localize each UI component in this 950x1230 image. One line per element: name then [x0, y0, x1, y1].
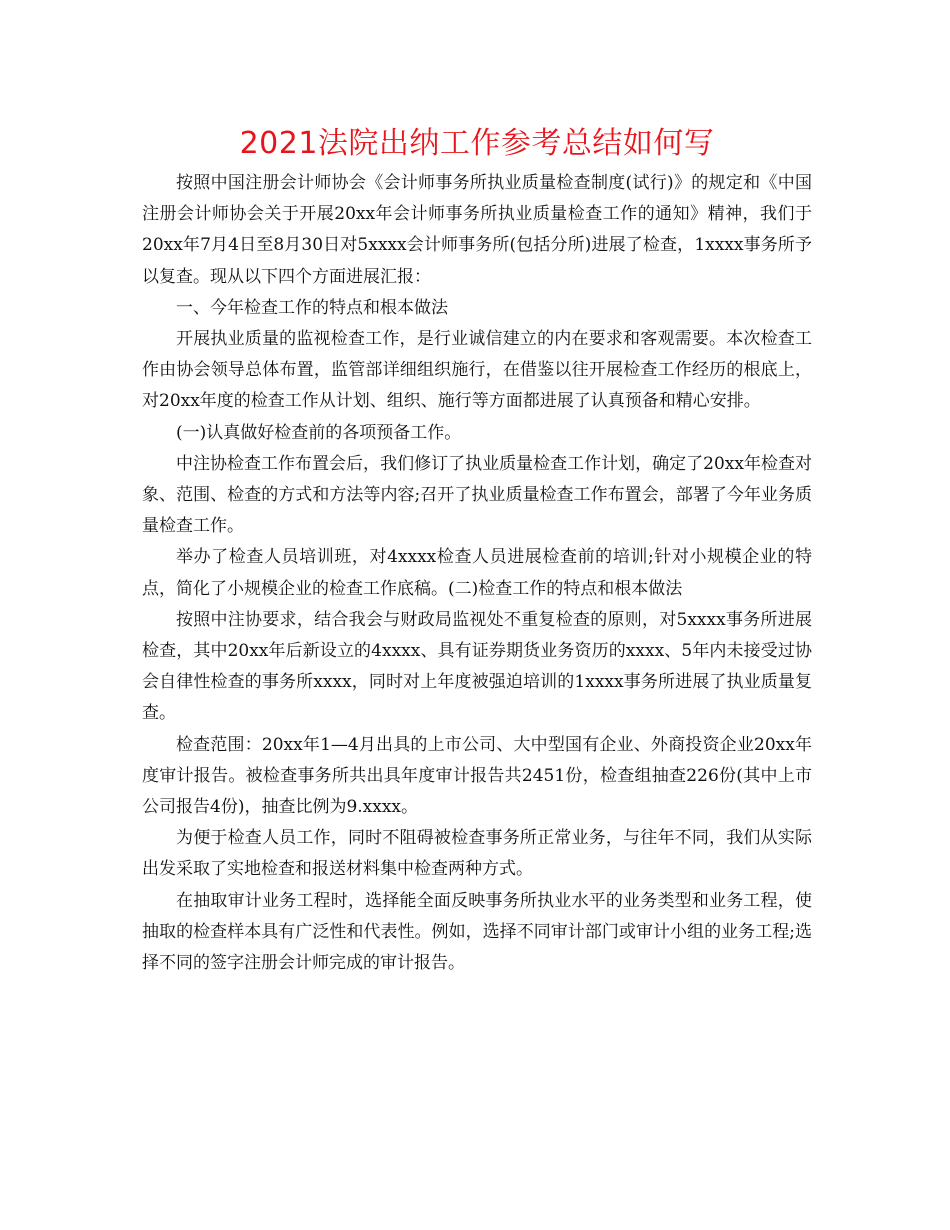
paragraph: 开展执业质量的监视检查工作，是行业诚信建立的内在要求和客观需要。本次检查工作由协会领导总体布置，监管部详细组织施行，在借鉴以往开展检查工作经历的根底上，对20xx年度的检查工作从计划、组织、施行等方面都进展了认真预备和精心安排。 [142, 329, 812, 412]
document-body [142, 168, 812, 979]
paragraph: 按照中国注册会计师协会《会计师事务所执业质量检查制度(试行)》的规定和《中国注册会计师协会关于开展20xx年会计师事务所执业质量检查工作的通知》精神，我们于20xx年7月4日至8月30日对5xxxx会计师事务所(包括分所)进展了检查，1xxxx事务所予以复查。现从以下四个方面进展汇报： [142, 173, 812, 287]
paragraph: 检查范围：20xx年1—4月出具的上市公司、大中型国有企业、外商投资企业20xx年度审计报告。被检查事务所共出具年度审计报告共2451份，检查组抽查226份(其中上市公司报告4份)，抽查比例为9.xxxx。 [142, 734, 812, 818]
paragraph: 按照中注协要求，结合我会与财政局监视处不重复检查的原则，对5xxxx事务所进展检查，其中20xx年后新设立的4xxxx、具有证券期货业务资历的xxxx、5年内未接受过协会自律性检查的事务所xxxx，同时对上年度被强迫培训的1xxxx事务所进展了执业质量复查。 [142, 609, 812, 724]
section-heading: 一、今年检查工作的特点和根本做法 [176, 297, 448, 318]
document-title: 2021法院出纳工作参考总结如何写 [239, 126, 715, 161]
paragraph: 为便于检查人员工作，同时不阻碍被检查事务所正常业务，与往年不同，我们从实际出发采取了实地检查和报送材料集中检查两种方式。 [142, 828, 812, 880]
document-page [142, 120, 812, 979]
paragraph: 中注协检查工作布置会后，我们修订了执业质量检查工作计划，确定了20xx年检查对象、范围、检查的方式和方法等内容;召开了执业质量检查工作布置会，部署了今年业务质量检查工作。 [142, 453, 812, 537]
paragraph: 在抽取审计业务工程时，选择能全面反映事务所执业水平的业务类型和业务工程，使抽取的检查样本具有广泛性和代表性。例如，选择不同审计部门或审计小组的业务工程;选择不同的签字注册会计师完成的审计报告。 [142, 890, 812, 974]
paragraph: 举办了检查人员培训班，对4xxxx检查人员进展检查前的培训;针对小规模企业的特点，简化了小规模企业的检查工作底稿。(二)检查工作的特点和根本做法 [142, 547, 812, 599]
subsection-heading: (一)认真做好检查前的各项预备工作。 [176, 422, 462, 443]
